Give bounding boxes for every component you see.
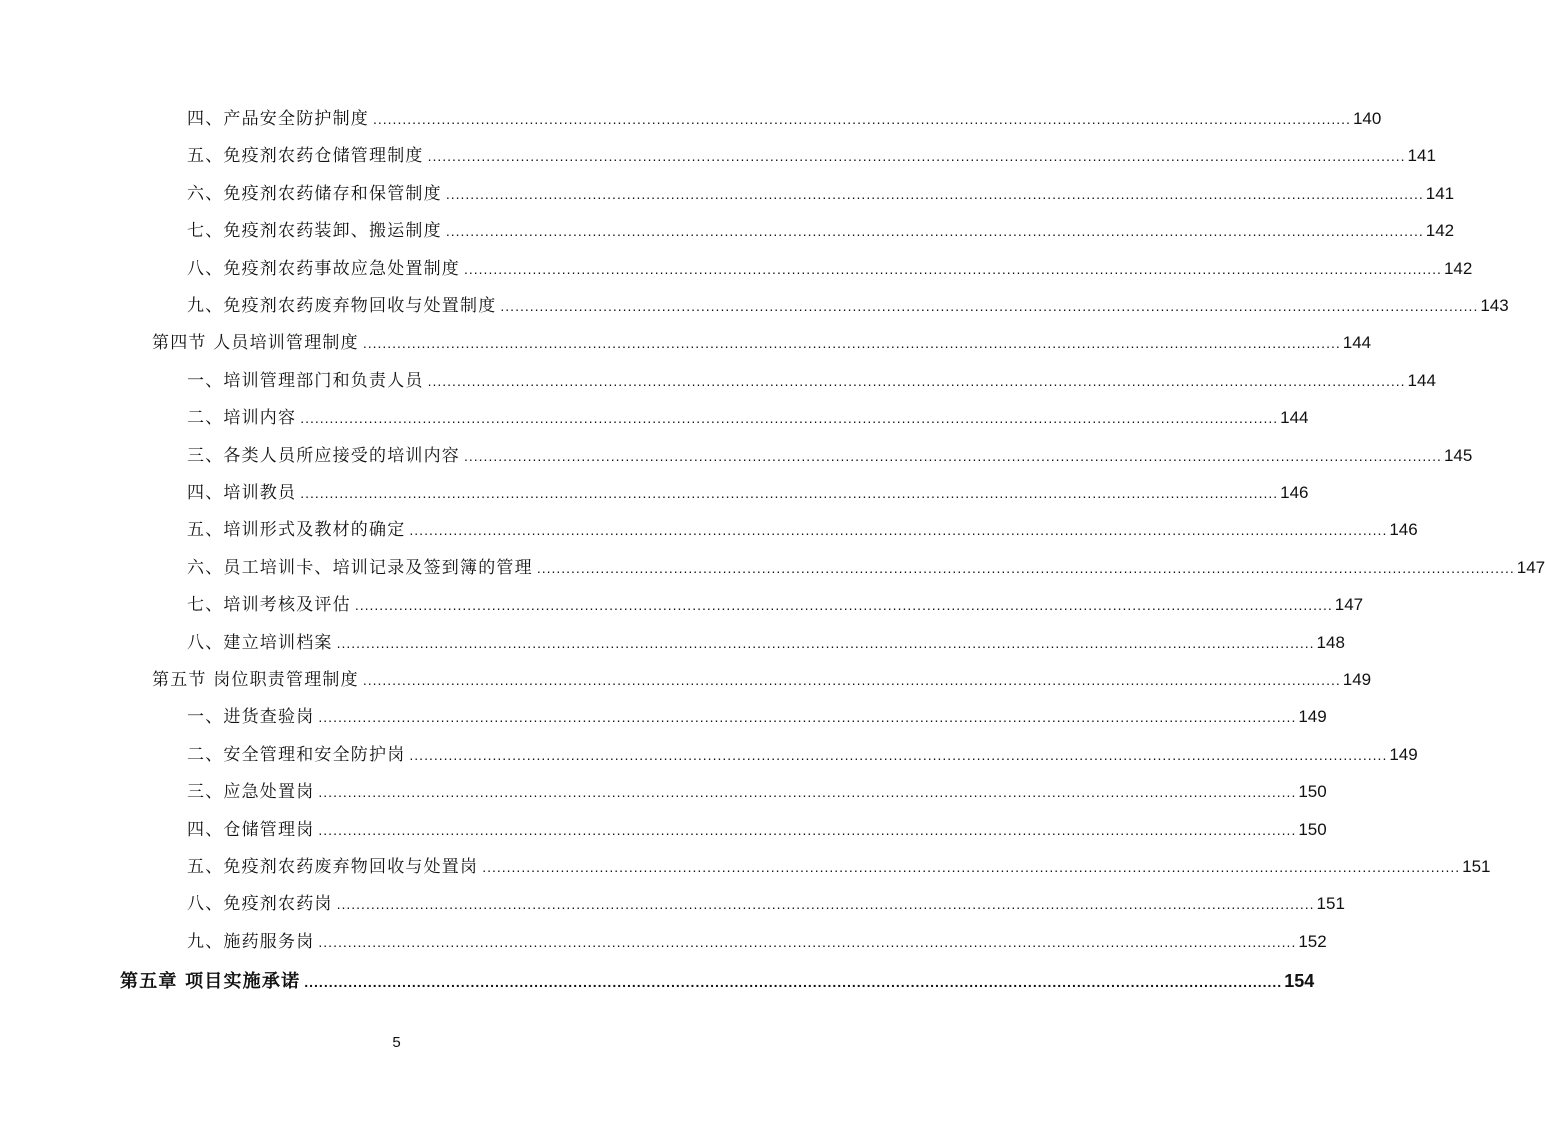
toc-dot-leader: ........................................................................................................................................................................................................ [318,933,1297,950]
toc-entry-item[interactable] [187,930,1327,954]
toc-entry-page: 142 [1425,221,1455,241]
toc-entry-page: 149 [1342,670,1372,689]
toc-entry-page: 152 [1298,931,1327,951]
toc-entry-item[interactable] [187,406,1309,430]
toc-dot-leader: ........................................................................................................................................................................................................ [409,522,1388,539]
toc-entry-label: 第五章 项目实施承诺 [120,971,301,993]
toc-entry-item[interactable] [187,705,1327,729]
toc-dot-leader: ........................................................................................................................................................................................................ [300,485,1279,501]
toc-entry-item[interactable] [187,481,1309,505]
toc-entry-item[interactable] [187,631,1345,655]
toc-entry-page: 151 [1462,857,1491,876]
toc-dot-leader: ........................................................................................................................................................................................................ [464,447,1442,464]
toc-dot-leader: ........................................................................................................................................................................................................ [354,597,1333,614]
toc-dot-leader: ........................................................................................................................................................................................................ [409,746,1388,763]
toc-entry-chapter[interactable] [120,969,1315,993]
toc-dot-leader: ........................................................................................................................................................................................................ [427,148,1406,165]
toc-entry-item[interactable] [187,892,1345,916]
toc-entry-label: 四、培训教员 [187,483,297,503]
toc-entry-label: 二、安全管理和安全防护岗 [187,744,406,765]
toc-dot-leader: ........................................................................................................................................................................................................ [336,896,1315,913]
toc-entry-page: 140 [1352,109,1382,128]
toc-entry-item[interactable] [187,855,1491,879]
toc-entry-label: 四、仓储管理岗 [187,819,315,840]
toc-dot-leader: ........................................................................................................................................................................................................ [304,974,1283,991]
toc-dot-leader: ........................................................................................................................................................................................................ [336,634,1315,651]
toc-dot-leader: ........................................................................................................................................................................................................ [318,784,1297,801]
toc-entry-label: 五、培训形式及教材的确定 [187,520,406,541]
toc-entry-page: 145 [1443,445,1473,465]
toc-dot-leader: ........................................................................................................................................................................................................ [445,185,1424,202]
toc-entry-label: 一、培训管理部门和负责人员 [187,370,424,391]
toc-entry-item[interactable] [187,369,1436,393]
toc-entry-item[interactable] [187,444,1473,468]
toc-entry-item[interactable] [187,182,1455,206]
toc-entry-label: 五、免疫剂农药废弃物回收与处置岗 [187,857,479,877]
toc-entry-page: 151 [1316,894,1345,914]
toc-entry-item[interactable] [187,743,1418,767]
toc-entry-page: 141 [1407,146,1436,166]
toc-entry-label: 三、应急处置岗 [187,782,315,803]
toc-entry-page: 143 [1480,296,1509,315]
page-number: 5 [392,1034,401,1051]
toc-entry-page: 150 [1298,782,1327,802]
toc-entry-label: 第四节 人员培训管理制度 [152,333,359,354]
toc-entry-item[interactable] [187,593,1364,617]
toc-entry-item[interactable] [187,294,1509,318]
toc-entry-item[interactable] [187,107,1382,131]
toc-entry-section[interactable] [152,331,1372,355]
toc-dot-leader: ........................................................................................................................................................................................................ [373,111,1351,127]
toc-entry-label: 八、免疫剂农药事故应急处置制度 [187,258,460,279]
toc-dot-leader: ........................................................................................................................................................................................................ [362,335,1341,352]
toc-entry-label: 九、免疫剂农药废弃物回收与处置制度 [187,296,497,316]
toc-entry-label: 二、培训内容 [187,408,297,429]
toc-entry-label: 四、产品安全防护制度 [187,109,369,129]
toc-dot-leader: ........................................................................................................................................................................................................ [482,859,1461,875]
toc-entry-item[interactable] [187,257,1473,281]
toc-entry-label: 七、培训考核及评估 [187,595,351,616]
toc-entry-label: 五、免疫剂农药仓储管理制度 [187,146,424,167]
toc-entry-page: 141 [1425,183,1455,203]
toc-dot-leader: ........................................................................................................................................................................................................ [500,298,1479,314]
toc-entry-item[interactable] [187,518,1418,542]
toc-entry-page: 147 [1516,557,1545,577]
toc-entry-page: 146 [1280,483,1309,502]
toc-entry-section[interactable] [152,668,1372,692]
toc-dot-leader: ........................................................................................................................................................................................................ [362,672,1341,688]
toc-entry-page: 144 [1280,408,1309,428]
toc-dot-leader: ........................................................................................................................................................................................................ [318,709,1297,726]
toc-entry-page: 149 [1298,707,1327,727]
toc-entry-page: 142 [1443,258,1473,278]
toc-entry-page: 150 [1298,819,1327,839]
toc-entry-item[interactable] [187,818,1327,842]
toc-entry-page: 146 [1389,520,1418,540]
toc-entry-page: 147 [1334,595,1364,615]
toc-dot-leader: ........................................................................................................................................................................................................ [445,223,1424,240]
toc-dot-leader: ........................................................................................................................................................................................................ [318,821,1297,838]
toc-entry-page: 154 [1284,971,1315,992]
toc-entry-item[interactable] [187,144,1436,168]
toc-entry-label: 七、免疫剂农药装卸、搬运制度 [187,221,442,242]
toc-dot-leader: ........................................................................................................................................................................................................ [300,410,1279,427]
toc-dot-leader: ........................................................................................................................................................................................................ [536,559,1515,576]
toc-entry-label: 九、施药服务岗 [187,931,315,952]
toc-entry-page: 149 [1389,744,1418,764]
toc-entry-label: 八、建立培训档案 [187,632,333,653]
toc-entry-page: 148 [1316,632,1345,652]
toc-dot-leader: ........................................................................................................................................................................................................ [427,372,1406,389]
toc-entry-label: 六、免疫剂农药储存和保管制度 [187,183,442,204]
toc-entry-label: 六、员工培训卡、培训记录及签到簿的管理 [187,557,533,578]
toc-entry-label: 一、进货查验岗 [187,707,315,728]
toc-entry-item[interactable] [187,219,1455,243]
toc-entry-page: 144 [1407,370,1436,390]
toc-entry-item[interactable] [187,780,1327,804]
toc-entry-label: 三、各类人员所应接受的培训内容 [187,445,460,466]
toc-entry-page: 144 [1342,333,1372,353]
toc-dot-leader: ........................................................................................................................................................................................................ [464,260,1442,277]
toc-entry-item[interactable] [187,556,1545,580]
toc-entry-label: 第五节 岗位职责管理制度 [152,670,359,690]
toc-entry-label: 八、免疫剂农药岗 [187,894,333,915]
